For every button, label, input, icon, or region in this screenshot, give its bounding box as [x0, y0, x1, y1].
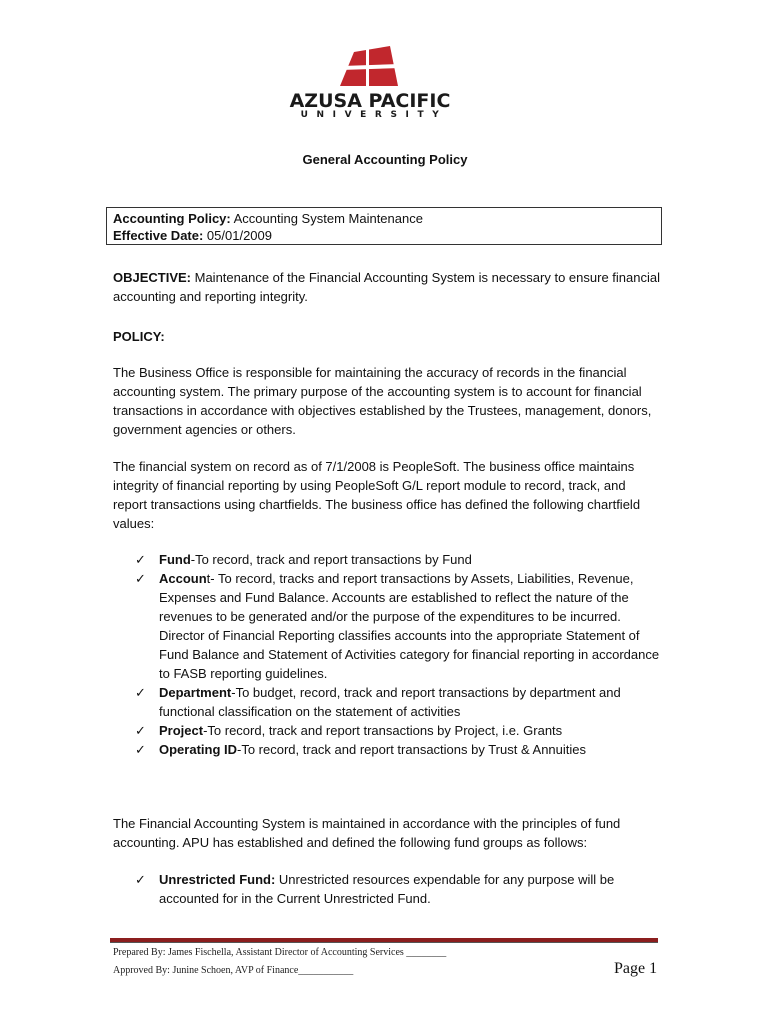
logo-subtitle: UNIVERSITY	[300, 110, 448, 120]
policy-label: Accounting Policy:	[113, 211, 231, 226]
list-item	[135, 569, 665, 683]
effective-date-value: 05/01/2009	[203, 228, 272, 243]
university-logo	[270, 46, 470, 122]
effective-date-line	[113, 227, 655, 244]
policy-line	[113, 210, 655, 227]
chartfield-list	[135, 550, 665, 759]
paragraph-financial-system: The financial system on record as of 7/1/2008 is PeopleSoft. The business office maintains integrity of financial reporting by using PeopleSoft G/L report module to record, track, and report transactions using chartfields. The business office has defined the following chartfield values:	[113, 459, 641, 531]
chartfield-term: Department	[159, 685, 232, 700]
list-item	[135, 721, 665, 740]
logo-wordmark: AZUSA PACIFIC	[289, 90, 451, 112]
checkmark-icon: ✓	[135, 552, 146, 567]
objective-label: OBJECTIVE:	[113, 270, 192, 285]
logo-emblem-icon	[270, 46, 470, 90]
chartfield-term: Fund	[159, 552, 191, 567]
footer-approved-by: Approved By: Junine Schoen, AVP of Finance___________	[113, 965, 354, 976]
chartfield-text: -To budget, record, track and report transactions by department and functional classification on the statement of activities	[159, 685, 621, 719]
chartfield-text: -To record, track and report transactions by Trust & Annuities	[237, 742, 587, 757]
paragraph-business-office: The Business Office is responsible for maintaining the accuracy of records in the financial accounting system. The primary purpose of the accounting system is to account for financial transactions in accordance with objectives established by the Trustees, management, donors, government agencies or others.	[113, 365, 652, 437]
checkmark-icon: ✓	[135, 571, 146, 586]
chartfield-term: Project	[159, 723, 204, 738]
objective-text: Maintenance of the Financial Accounting System is necessary to ensure financial accounting and reporting integrity.	[113, 270, 660, 304]
chartfield-term: Accoun	[159, 571, 207, 586]
list-item	[135, 870, 665, 908]
footer-divider	[110, 938, 658, 943]
chartfield-text: t- To record, tracks and report transactions by Assets, Liabilities, Revenue, Expenses and Fund Balance. Accounts are established to reflect the nature of the revenues to be generated and/or the purpose of the expenditures to be incurred. Director of Financial Reporting classifies accounts into the appropriate Statement of Fund Balance and Statement of Activities category for financial reporting in accordance to FASB reporting guidelines.	[159, 571, 660, 681]
checkmark-icon: ✓	[135, 872, 146, 887]
policy-value: Accounting System Maintenance	[230, 211, 423, 226]
list-item	[135, 683, 665, 721]
fund-group-text: Unrestricted resources expendable for any purpose will be accounted for in the Current Unrestricted Fund.	[159, 872, 615, 906]
paragraph-fund-accounting: The Financial Accounting System is maintained in accordance with the principles of fund accounting. APU has established and defined the following fund groups as follows:	[113, 816, 621, 850]
list-item	[135, 550, 665, 569]
policy-heading: POLICY:	[113, 329, 165, 344]
chartfield-text: -To record, track and report transactions by Project, i.e. Grants	[203, 723, 563, 738]
policy-info-box	[106, 207, 662, 245]
chartfield-text: -To record, track and report transactions by Fund	[190, 552, 472, 567]
checkmark-icon: ✓	[135, 723, 146, 738]
effective-date-label: Effective Date:	[113, 228, 204, 243]
page-number: Page 1	[614, 960, 658, 977]
chartfield-term: Operating ID	[159, 742, 238, 757]
list-item	[135, 740, 665, 759]
document-title: General Accounting Policy	[302, 152, 468, 167]
footer-prepared-by: Prepared By: James Fischella, Assistant Director of Accounting Services ________	[113, 947, 447, 958]
fund-group-term: Unrestricted Fund:	[159, 872, 276, 887]
fund-group-list	[135, 870, 665, 908]
checkmark-icon: ✓	[135, 685, 146, 700]
checkmark-icon: ✓	[135, 742, 146, 757]
objective-paragraph	[113, 268, 661, 306]
